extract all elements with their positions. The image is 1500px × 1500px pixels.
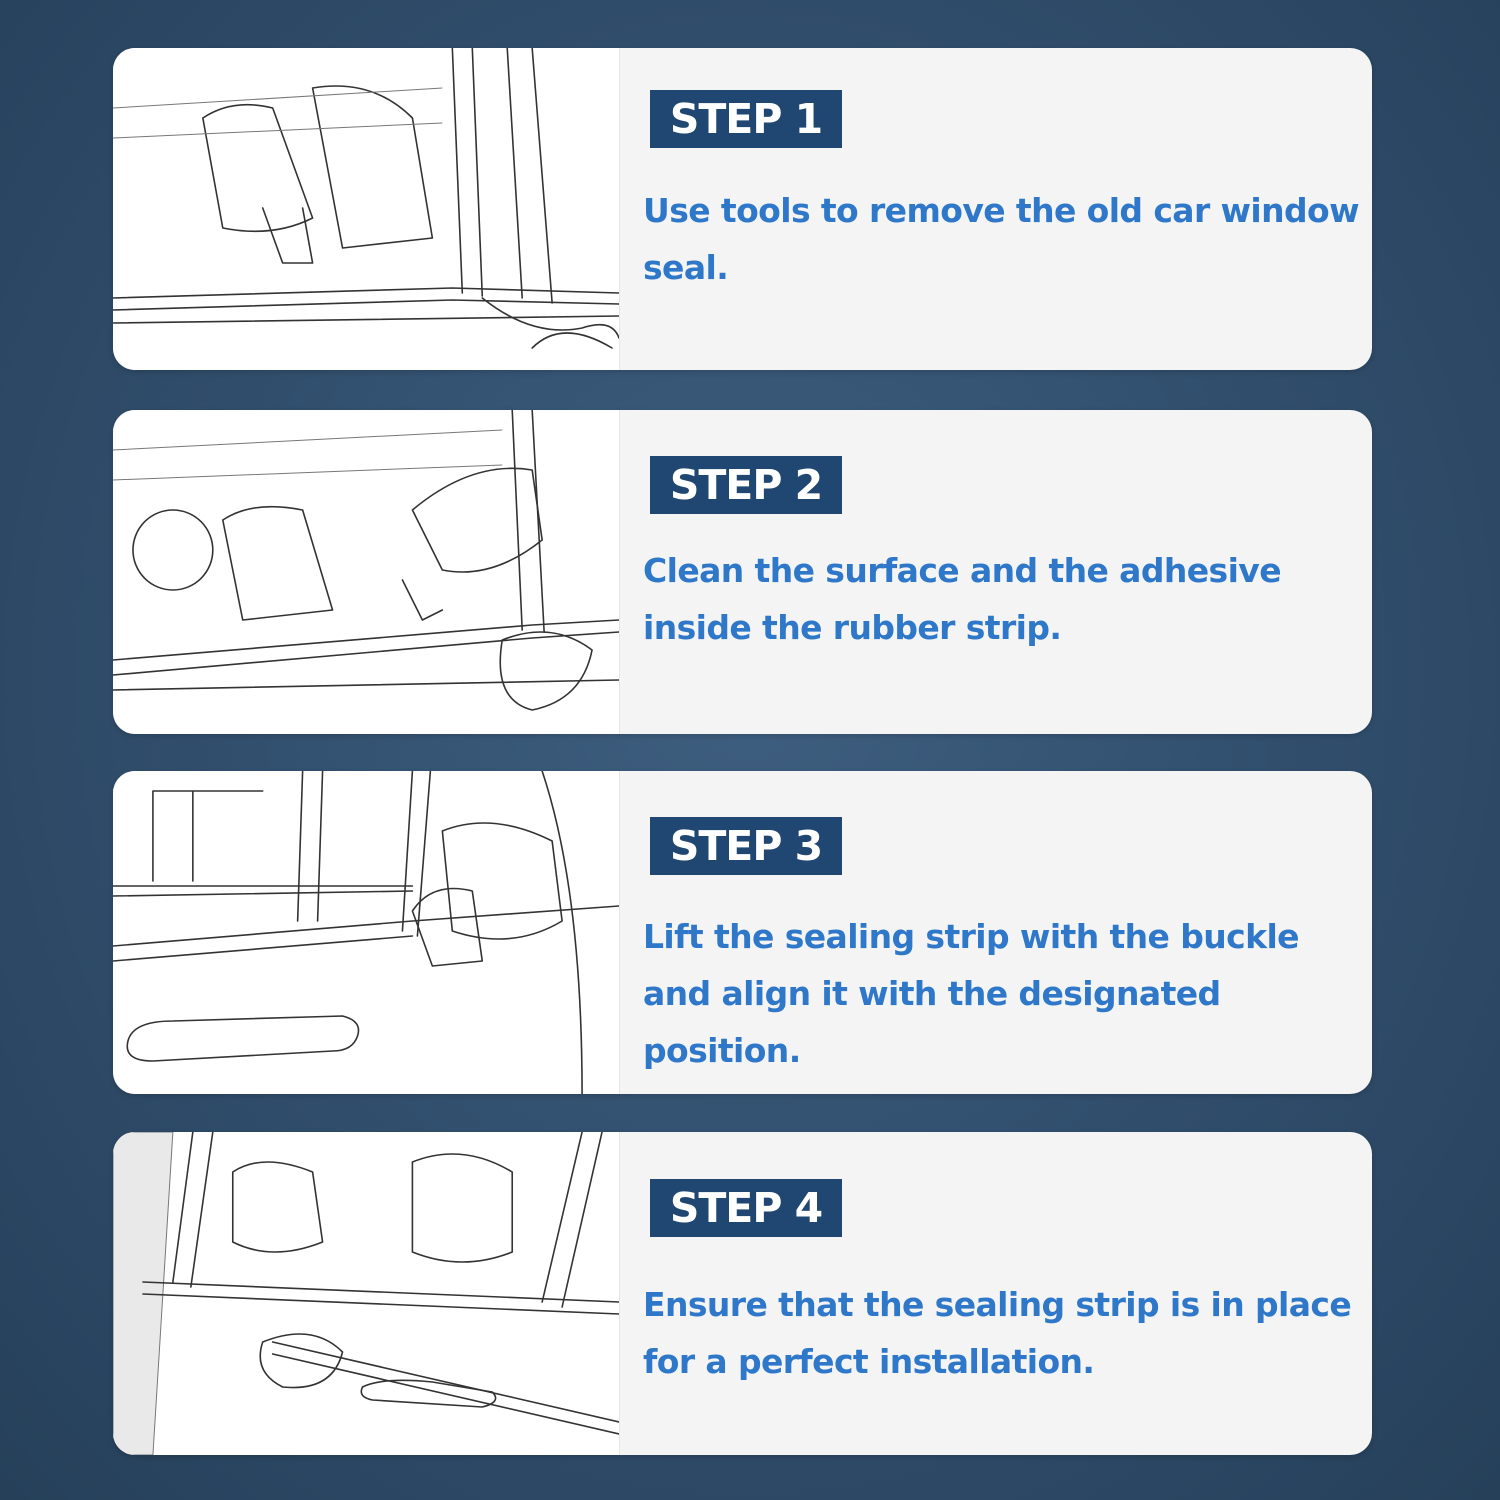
step-card-1 bbox=[113, 48, 1372, 370]
step-description-4: Ensure that the sealing strip is in place for a perfect installation. bbox=[643, 1285, 1352, 1381]
step-card-2 bbox=[113, 410, 1372, 734]
install-strip-sketch bbox=[113, 1132, 620, 1455]
step-badge-2: STEP 2 bbox=[650, 456, 842, 514]
remove-seal-sketch bbox=[113, 48, 620, 370]
step-card-4 bbox=[113, 1132, 1372, 1455]
step-description-2: Clean the surface and the adhesive inside the rubber strip. bbox=[643, 551, 1281, 647]
step-badge-4: STEP 4 bbox=[650, 1179, 842, 1237]
step-card-3 bbox=[113, 771, 1372, 1094]
align-strip-sketch bbox=[113, 771, 620, 1094]
step-badge-1: STEP 1 bbox=[650, 90, 842, 148]
step-badge-3: STEP 3 bbox=[650, 817, 842, 875]
step-description-1: Use tools to remove the old car window seal. bbox=[643, 191, 1359, 287]
clean-surface-sketch bbox=[113, 410, 620, 734]
step-description-3: Lift the sealing strip with the buckle and align it with the designated position. bbox=[643, 917, 1299, 1070]
